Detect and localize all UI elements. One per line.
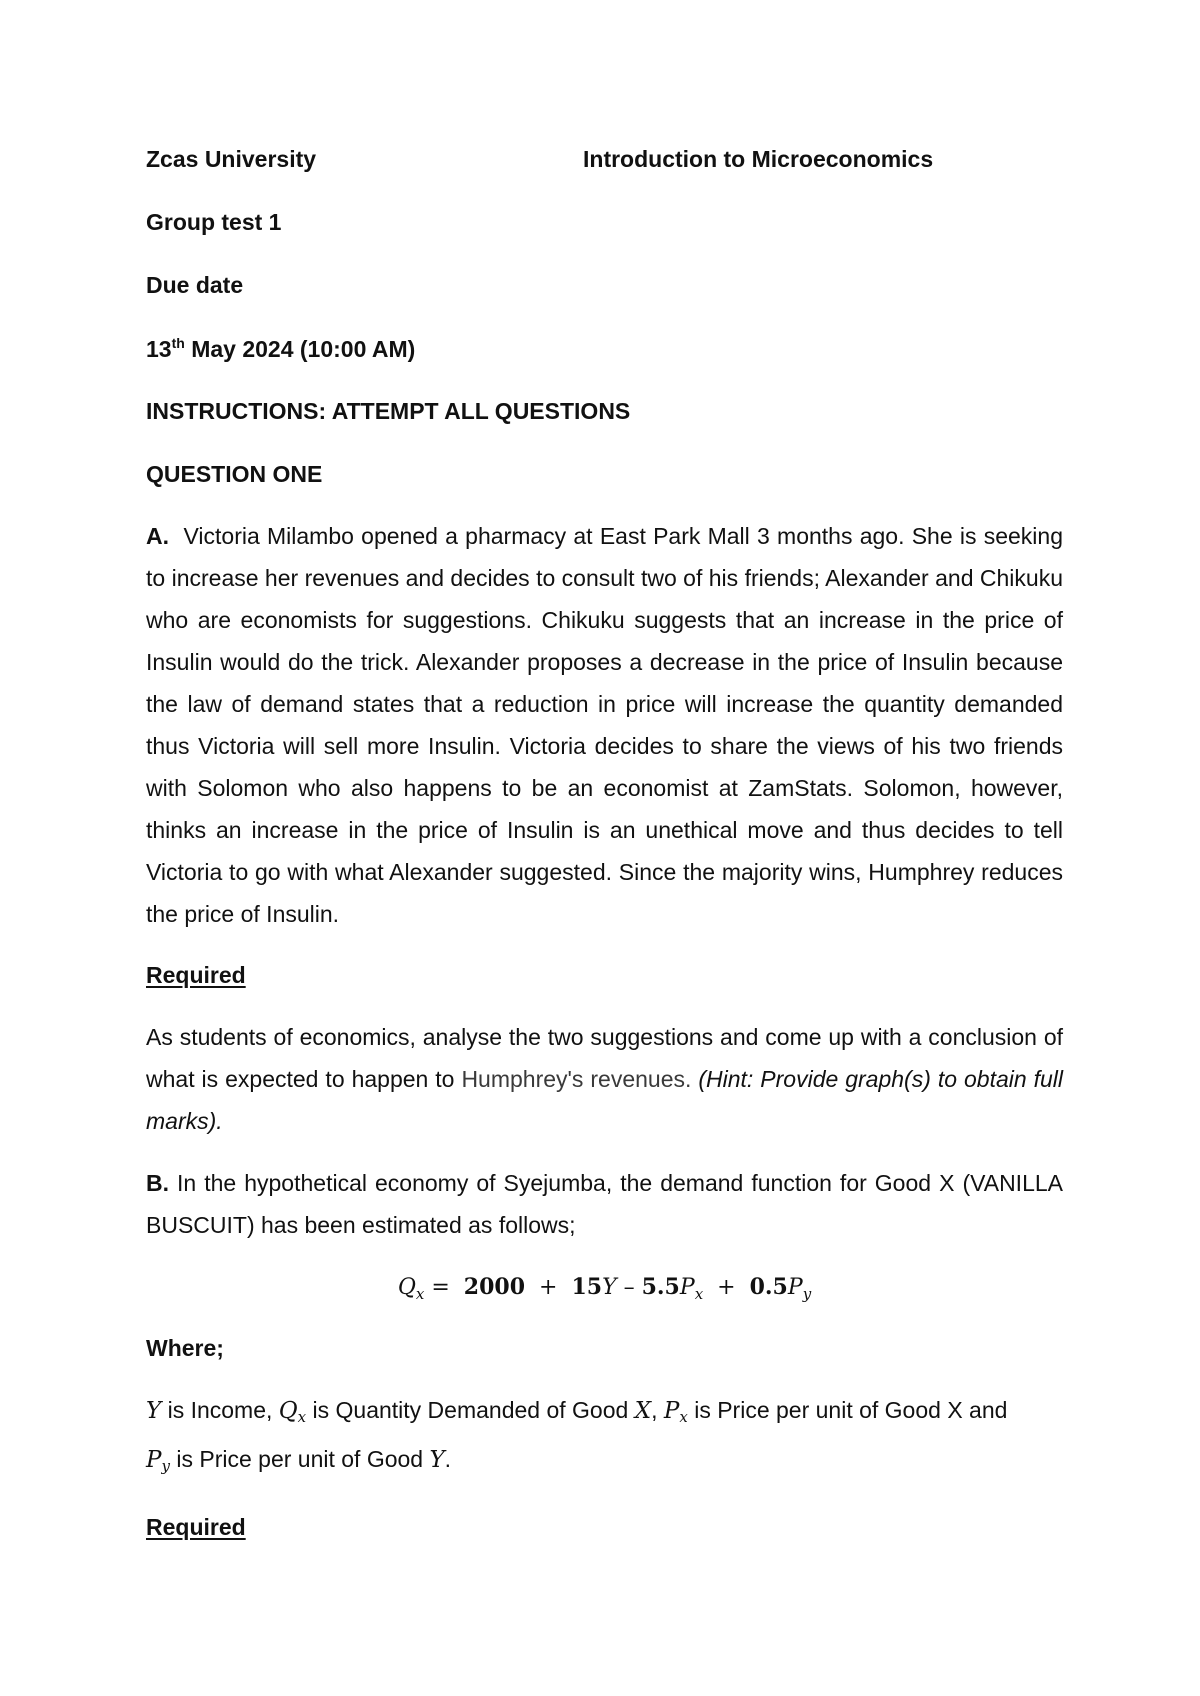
instructions: INSTRUCTIONS: ATTEMPT ALL QUESTIONS	[146, 398, 631, 424]
part-b-text: In the hypothetical economy of Syejumba, the demand function for Good X (VANILLA BUSCUIT) has been estimated as follows;	[146, 1170, 1063, 1238]
part-a-label: A.	[146, 523, 169, 549]
due-date-label: Due date	[146, 272, 244, 298]
hint-text: (Hint: Provide graph(s) to obtain full marks).	[146, 1066, 1064, 1134]
course-title: Introduction to Microeconomics	[583, 146, 934, 172]
part-b-label: B.	[146, 1170, 169, 1196]
demand-equation: $Q_x = 2000 + 15Y - 5.5P_x + 0.5P_y$	[397, 1274, 812, 1303]
part-b-required-heading: Required	[146, 1514, 246, 1540]
part-a-required-text: As students of economics, analyse the two suggestions and come up with a conclusion of what is expected to happen to Humphrey's revenues. (Hint: Provide graph(s) to obtain full marks).	[146, 1024, 1064, 1134]
part-a-text: Victoria Milambo opened a pharmacy at East Park Mall 3 months ago. She is seeking to increase her revenues and decides to consult two of his friends; Alexander and Chikuku who are economists for suggestions. Chikuku suggests that an increase in the price of Insulin would do the trick. Alexander proposes a decrease in the price of Insulin because the law of demand states that a reduction in price will increase the quantity demanded thus Victoria will sell more Insulin. Victoria decides to share the views of his two friends with Solomon who also happens to be an economist at ZamStats. Solomon, however, thinks an increase in the price of Insulin is an unethical move and thus decides to tell Victoria to go with what Alexander suggested. Since the majority wins, Humphrey reduces the price of Insulin.	[146, 523, 1063, 927]
test-title: Group test 1	[146, 209, 282, 235]
university-name: Zcas University	[146, 146, 317, 172]
part-b-paragraph	[146, 1162, 1063, 1246]
due-date: 13th May 2024 (10:00 AM)	[146, 335, 416, 362]
variable-definitions: Y is Income, $Q_x$ is Quantity Demanded of Good X, $P_x$ is Price per unit of Good X and $P_y$ is Price per unit of Good Y.	[146, 1397, 1008, 1475]
question-title: QUESTION ONE	[146, 461, 323, 487]
part-a-paragraph	[146, 515, 1063, 935]
where-label: Where;	[146, 1335, 224, 1361]
part-a-required-heading: Required	[146, 962, 246, 988]
